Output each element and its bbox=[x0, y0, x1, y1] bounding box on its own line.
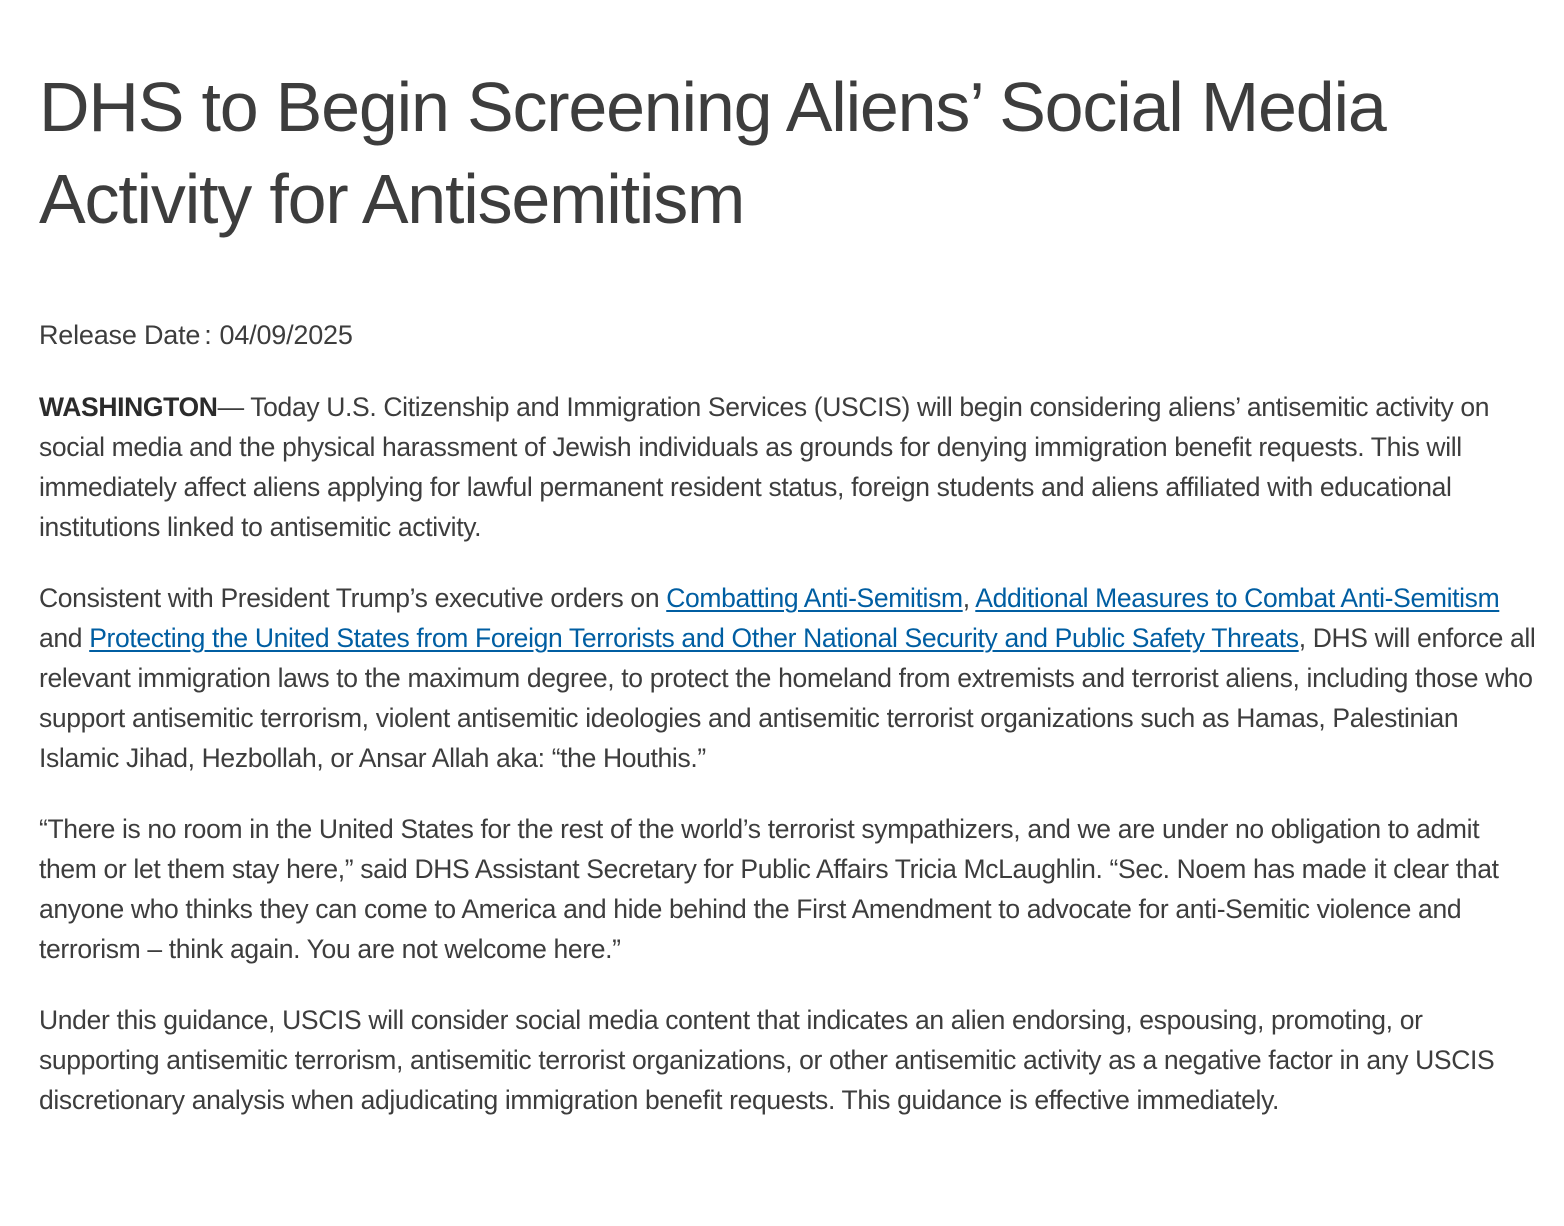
dateline: WASHINGTON bbox=[39, 392, 218, 422]
body-paragraph-4: Under this guidance, USCIS will consider social media content that indicates an alien endorsing, espousing, promoting, or supporting antisemitic terrorism, antisemitic terrorist organizations, or other antisemitic activity as a negative factor in any USCIS discretionary analysis when adjudicating immigration benefit requests. This guidance is effective immediately. bbox=[39, 1005, 1495, 1115]
link-protecting-united-states[interactable]: Protecting the United States from Foreign Terrorists and Other National Security and Public Safety Threats bbox=[89, 623, 1299, 653]
paragraph-2-rest: , DHS will enforce all relevant immigration laws to the maximum degree, to protect the homeland from extremists and terrorist aliens, including those who support antisemitic terrorism, violent antisemitic ideologies and antisemitic terrorist organizations such as Hamas, Palestinian Islamic Jihad, Hezbollah, or Ansar Allah aka: “the Houthis.” bbox=[39, 623, 1536, 773]
page-title: DHS to Begin Screening Aliens’ Social Media Activity for Antisemitism bbox=[39, 68, 1386, 238]
body-paragraph-3: “There is no room in the United States for the rest of the world’s terrorist sympathizers, and we are under no obligation to admit them or let them stay here,” said DHS Assistant Secretary for Public Affairs Tricia McLaughlin. “Sec. Noem has made it clear that anyone who thinks they can come to America and hide behind the First Amendment to advocate for anti-Semitic violence and terrorism – think again. You are not welcome here.” bbox=[39, 814, 1499, 964]
release-date-separator: : bbox=[204, 320, 212, 350]
body-paragraph-2 bbox=[39, 578, 1536, 778]
paragraph-1-text: — Today U.S. Citizenship and Immigration Services (USCIS) will begin considering aliens’ antisemitic activity on social media and the physical harassment of Jewish individuals as grounds for denying immigration benefit requests. This will immediately affect aliens applying for lawful permanent resident status, foreign students and aliens affiliated with educational institutions linked to antisemitic activity. bbox=[39, 392, 1490, 542]
release-date-value: 04/09/2025 bbox=[219, 320, 353, 350]
paragraph-2-separator-2: and bbox=[39, 623, 90, 653]
paragraph-2-separator-1: , bbox=[962, 583, 976, 613]
link-additional-measures[interactable]: Additional Measures to Combat Anti-Semitism bbox=[975, 583, 1500, 613]
body-paragraph-1 bbox=[39, 387, 1536, 547]
release-date-line bbox=[39, 317, 1536, 353]
link-combatting-anti-semitism[interactable]: Combatting Anti-Semitism bbox=[666, 583, 963, 613]
release-date-label: Release Date bbox=[39, 320, 201, 350]
paragraph-2-intro: Consistent with President Trump’s executive orders on bbox=[39, 583, 667, 613]
